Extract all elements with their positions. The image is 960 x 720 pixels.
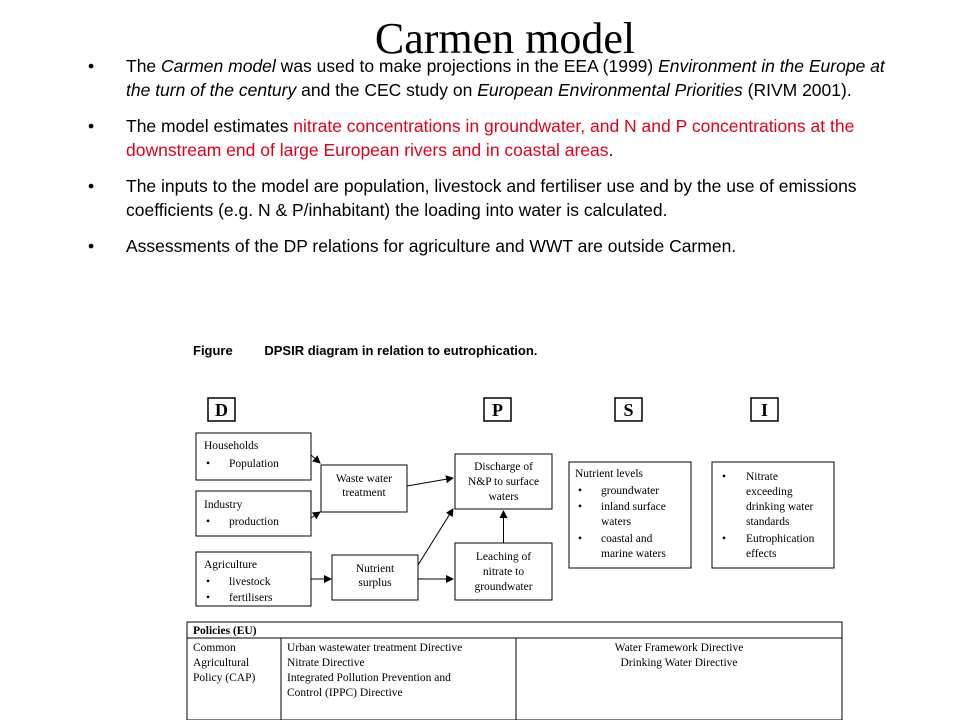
agriculture-bullet-1: • [206,576,211,588]
header-p-box [484,398,511,421]
industry-box [196,491,311,536]
impacts-bullet-2: • [722,533,727,545]
arrow-households-to-wwt [311,455,320,463]
agriculture-item-fertilisers: fertilisers [229,592,273,604]
policies-directive-3: Integrated Pollution Prevention and [287,672,451,684]
policies-cap-line-1: Common [193,642,236,654]
nutrient-levels-item-inland-2: waters [601,516,632,528]
bullet-text-segment: Carmen model [161,56,276,76]
discharge-box [455,454,552,509]
bullet-marker: • [88,116,95,136]
figure-caption-title: DPSIR diagram in relation to eutrophication. [264,343,538,358]
policies-water-1: Water Framework Directive [614,642,744,654]
leaching-line-3: groundwater [474,581,533,593]
figure-caption-label: Figure [193,343,233,358]
policies-cap-line-3: Policy (CAP) [193,672,256,684]
header-i-label: I [760,400,769,420]
impacts-item-nitrate-4: standards [746,516,790,528]
policies-directive-1: Urban wastewater treatment Directive [287,642,463,654]
industry-title: Industry [204,499,243,511]
bullet-text-segment: (RIVM 2001). [742,80,852,100]
discharge-line-3: waters [488,491,519,503]
arrow-wwt-to-discharge [407,478,453,486]
waste-water-line-2: treatment [342,487,386,499]
policies-header: Policies (EU) [193,625,257,637]
bullet-text-segment: nitrate concentrations in groundwater, and N and P concentrations at the downstream end of large European rivers and in coastal areas [126,116,855,160]
bullet-text-segment: . [608,140,614,160]
page-title: Carmen model [374,14,636,63]
agriculture-title: Agriculture [204,559,258,571]
households-title: Households [204,440,259,452]
header-i-box [751,398,778,421]
arrow-industry-to-wwt [311,512,320,518]
households-box [196,433,311,480]
header-p-label: P [492,400,503,420]
waste-water-treatment-box [321,465,407,512]
bullet-marker: • [88,176,95,196]
header-d-label: D [215,400,228,420]
policies-directive-4: Control (IPPC) Directive [287,687,403,699]
agriculture-box [196,552,311,606]
discharge-line-1: Discharge of [474,461,533,473]
bullet-text-segment: Environment in the Europe at the turn of the century [126,56,885,100]
bullet-marker: • [88,56,95,76]
industry-item: production [229,516,279,528]
industry-bullet: • [206,516,211,528]
impacts-item-eutro-1: Eutrophication [746,533,815,545]
nutrient-surplus-line-1: Nutrient [355,563,395,575]
impacts-item-nitrate-1: Nitrate [746,471,778,483]
nutrient-levels-bullet-3: • [578,533,583,545]
nutrient-levels-item-coastal-1: coastal and [601,533,653,545]
nutrient-levels-bullet-2: • [578,501,583,513]
nutrient-surplus-box [332,555,418,600]
bullet-text-segment: and the CEC study on [296,80,478,100]
nutrient-levels-item-groundwater: groundwater [601,485,660,497]
bullet-text-segment: Assessments of the DP relations for agriculture and WWT are outside Carmen. [126,236,737,256]
nutrient-levels-item-inland-1: inland surface [601,501,666,513]
nutrient-levels-box [569,462,691,568]
agriculture-bullet-2: • [206,592,211,604]
bullet-text-segment: European Environmental Priorities [477,80,743,100]
nutrient-surplus-line-2: surplus [358,577,392,589]
impacts-box [712,462,834,568]
agriculture-item-livestock: livestock [229,576,271,588]
households-bullet: • [206,458,211,470]
policies-directive-2: Nitrate Directive [287,657,365,669]
bullet-text-segment: was used to make projections in the EEA (1999) [275,56,659,76]
leaching-line-1: Leaching of [475,551,532,563]
arrow-surplus-to-discharge [418,509,453,565]
impacts-bullet-1: • [722,471,727,483]
policies-water-2: Drinking Water Directive [620,657,738,669]
waste-water-line-1: Waste water [335,473,393,485]
impacts-item-eutro-2: effects [746,548,777,560]
leaching-line-2: nitrate to [482,566,525,578]
bullet-text-segment: The model estimates [126,116,294,136]
header-s-label: S [623,400,634,420]
leaching-box [455,543,552,600]
households-item: Population [229,458,279,470]
policies-cap-line-2: Agricultural [193,657,250,669]
bullet-text-segment: The inputs to the model are population, livestock and fertiliser use and by the use of emissions coefficients (e.g. N & P/inhabitant) the loading into water is calculated. [126,176,857,220]
impacts-item-nitrate-3: drinking water [746,501,814,513]
discharge-line-2: N&P to surface [467,476,540,488]
bullet-text-segment: The [126,56,162,76]
header-s-box [615,398,642,421]
impacts-item-nitrate-2: exceeding [746,486,793,498]
policies-table [187,622,842,720]
nutrient-levels-title: Nutrient levels [575,468,644,480]
bullet-marker: • [88,236,95,256]
nutrient-levels-bullet-1: • [578,485,583,497]
nutrient-levels-item-coastal-2: marine waters [601,548,666,560]
header-d-box [208,398,235,421]
